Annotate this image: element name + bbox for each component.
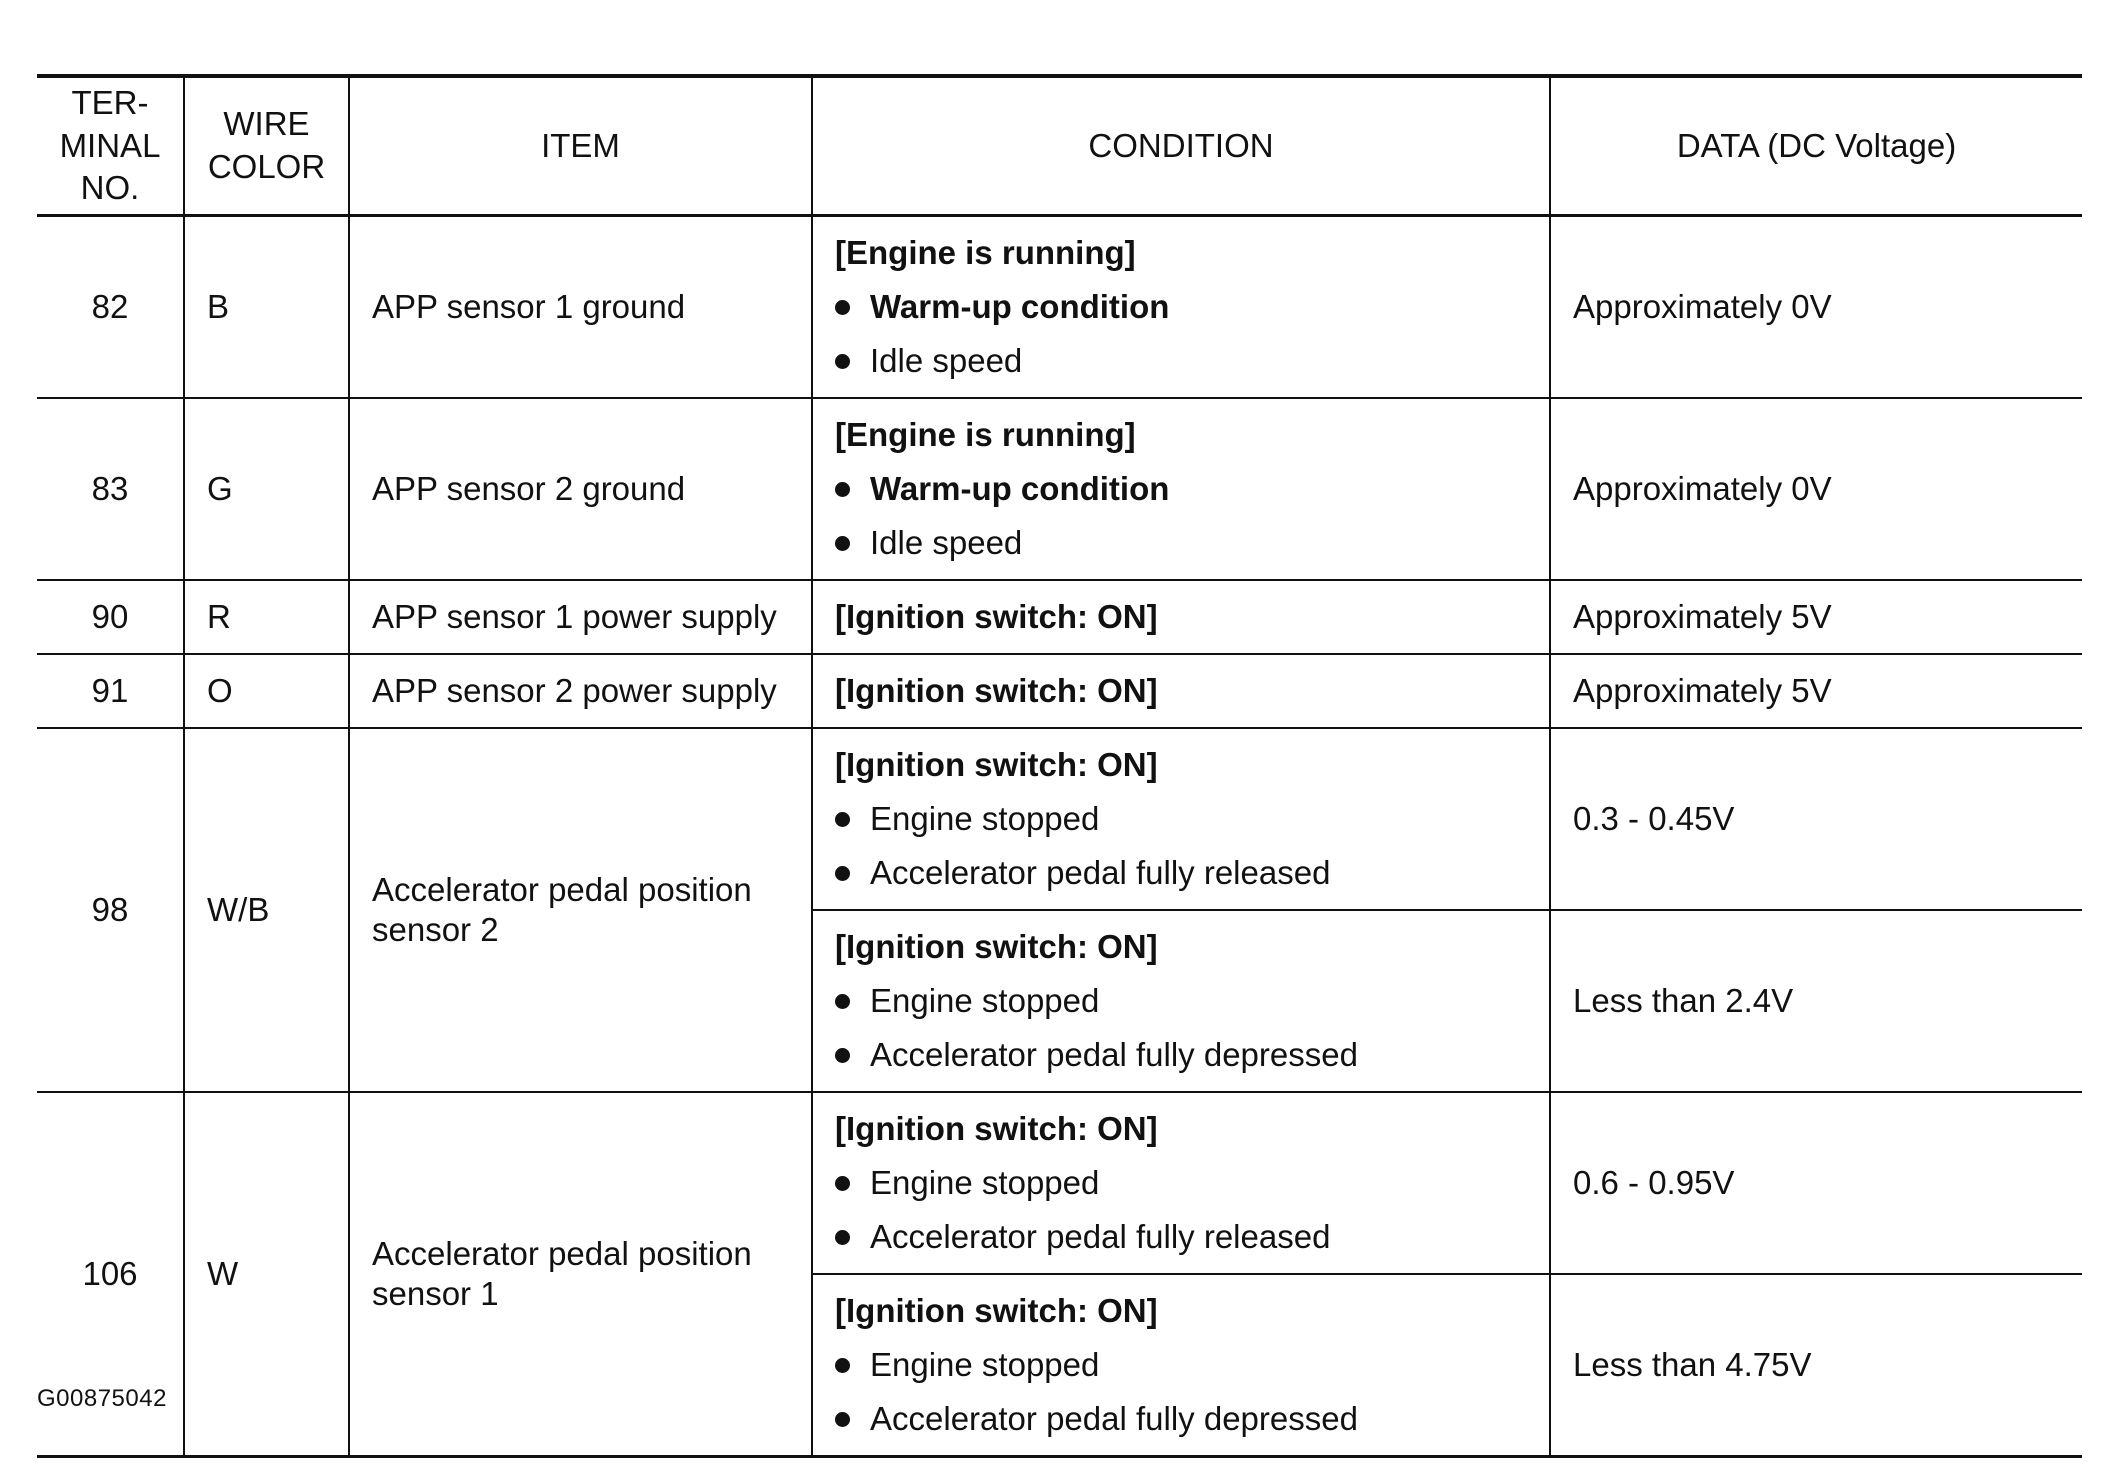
condition-heading: [Engine is running]	[835, 234, 1136, 271]
terminal-number-cell: 98	[37, 728, 184, 1092]
wire-color-cell: R	[184, 580, 349, 654]
condition-bullet-text: Engine stopped	[870, 1346, 1100, 1383]
bullet-icon	[835, 994, 850, 1009]
terminal-number-cell: 91	[37, 654, 184, 728]
item-cell: APP sensor 1 ground	[349, 216, 812, 399]
dc-voltage-cell: Less than 2.4V	[1550, 910, 2082, 1092]
bullet-icon	[835, 1048, 850, 1063]
condition-bullet-item	[835, 792, 1527, 846]
condition-bullet-item	[835, 1338, 1527, 1392]
dc-voltage-cell: 0.3 - 0.45V	[1550, 728, 2082, 910]
bullet-icon	[835, 300, 850, 315]
condition-heading: [Ignition switch: ON]	[835, 1110, 1158, 1147]
dc-voltage-cell: Less than 4.75V	[1550, 1274, 2082, 1457]
terminal-number-cell: 90	[37, 580, 184, 654]
bullet-icon	[835, 812, 850, 827]
dc-voltage-cell: Approximately 0V	[1550, 216, 2082, 399]
condition-bullet-item	[835, 1392, 1527, 1446]
condition-bullet-item	[835, 1210, 1527, 1264]
wire-color-cell: G	[184, 398, 349, 580]
header-condition: CONDITION	[812, 76, 1550, 216]
bullet-icon	[835, 482, 850, 497]
wire-color-cell: W/B	[184, 728, 349, 1092]
wire-color-cell: B	[184, 216, 349, 399]
condition-bullet-text: Accelerator pedal fully released	[870, 854, 1331, 891]
dc-voltage-cell: Approximately 5V	[1550, 580, 2082, 654]
terminal-number-cell: 82	[37, 216, 184, 399]
terminal-number-cell: 83	[37, 398, 184, 580]
header-data: DATA (DC Voltage)	[1550, 76, 2082, 216]
header-item: ITEM	[349, 76, 812, 216]
condition-bullet-text: Warm-up condition	[870, 288, 1170, 325]
wire-color-cell: W	[184, 1092, 349, 1457]
bullet-icon	[835, 1358, 850, 1373]
condition-cell	[812, 216, 1550, 399]
condition-bullet-text: Idle speed	[870, 342, 1023, 379]
condition-bullet-text: Accelerator pedal fully released	[870, 1218, 1331, 1255]
condition-bullet-item	[835, 974, 1527, 1028]
condition-bullet-text: Engine stopped	[870, 1164, 1100, 1201]
terminal-number-cell: 106	[37, 1092, 184, 1457]
condition-cell	[812, 580, 1550, 654]
table-row	[37, 654, 2082, 728]
condition-heading: [Ignition switch: ON]	[835, 672, 1158, 709]
terminal-data-table-wrapper	[37, 74, 2082, 1458]
bullet-icon	[835, 536, 850, 551]
condition-cell	[812, 910, 1550, 1092]
condition-cell	[812, 398, 1550, 580]
condition-bullet-text: Warm-up condition	[870, 470, 1170, 507]
condition-bullet-text: Accelerator pedal fully depressed	[870, 1400, 1358, 1437]
table-row	[37, 216, 2082, 399]
condition-heading: [Ignition switch: ON]	[835, 1292, 1158, 1329]
dc-voltage-cell: Approximately 0V	[1550, 398, 2082, 580]
bullet-icon	[835, 1230, 850, 1245]
table-row	[37, 398, 2082, 580]
condition-bullet-item	[835, 280, 1527, 334]
condition-heading: [Ignition switch: ON]	[835, 598, 1158, 635]
bullet-icon	[835, 1412, 850, 1427]
condition-bullet-item	[835, 462, 1527, 516]
condition-bullet-item	[835, 1156, 1527, 1210]
item-cell: APP sensor 2 ground	[349, 398, 812, 580]
dc-voltage-cell: 0.6 - 0.95V	[1550, 1092, 2082, 1274]
condition-bullet-text: Engine stopped	[870, 800, 1100, 837]
condition-bullet-item	[835, 846, 1527, 900]
condition-bullet-item	[835, 1028, 1527, 1082]
item-cell: Accelerator pedal position sensor 1	[349, 1092, 812, 1457]
header-terminal-no: TER- MINAL NO.	[37, 76, 184, 216]
header-wire-color: WIRE COLOR	[184, 76, 349, 216]
condition-cell	[812, 654, 1550, 728]
figure-id: G00875042	[37, 1385, 167, 1412]
condition-heading: [Ignition switch: ON]	[835, 746, 1158, 783]
condition-bullet-text: Accelerator pedal fully depressed	[870, 1036, 1358, 1073]
item-cell: Accelerator pedal position sensor 2	[349, 728, 812, 1092]
condition-cell	[812, 728, 1550, 910]
item-cell: APP sensor 1 power supply	[349, 580, 812, 654]
condition-heading: [Ignition switch: ON]	[835, 928, 1158, 965]
table-row	[37, 1092, 2082, 1274]
bullet-icon	[835, 866, 850, 881]
dc-voltage-cell: Approximately 5V	[1550, 654, 2082, 728]
item-cell: APP sensor 2 power supply	[349, 654, 812, 728]
table-row	[37, 728, 2082, 910]
wire-color-cell: O	[184, 654, 349, 728]
table-row	[37, 580, 2082, 654]
condition-bullet-item	[835, 334, 1527, 388]
condition-bullet-text: Idle speed	[870, 524, 1023, 561]
terminal-data-table	[37, 74, 2082, 1458]
table-body	[37, 216, 2082, 1457]
bullet-icon	[835, 1176, 850, 1191]
condition-cell	[812, 1092, 1550, 1274]
condition-cell	[812, 1274, 1550, 1457]
condition-bullet-item	[835, 516, 1527, 570]
condition-heading: [Engine is running]	[835, 416, 1136, 453]
condition-bullet-text: Engine stopped	[870, 982, 1100, 1019]
bullet-icon	[835, 354, 850, 369]
table-header-row	[37, 76, 2082, 216]
